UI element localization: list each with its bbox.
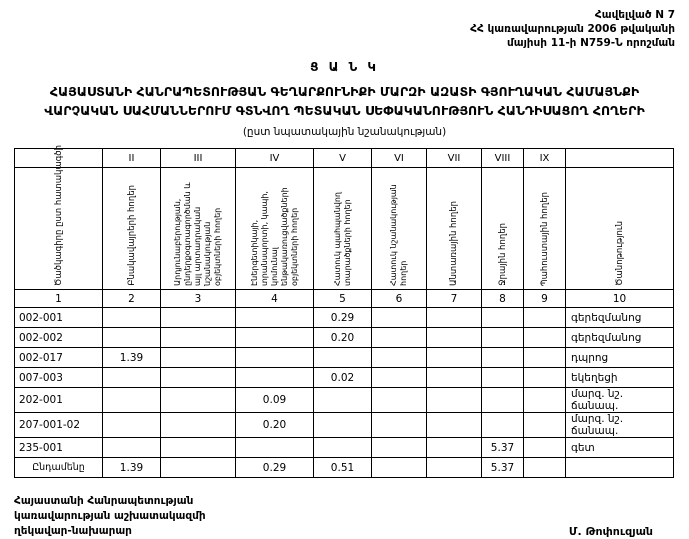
caption-cell-forest: [427, 168, 482, 290]
row-energy: [236, 328, 314, 348]
table-header-romans: [15, 149, 674, 168]
colnum-9: 9: [524, 290, 566, 308]
appendix-line3: մայիսի 11-ի N759-Ն որոշման: [506, 37, 675, 49]
row-protected: 0.02: [314, 368, 372, 388]
row-code: 002-017: [15, 348, 103, 368]
row-protected: [314, 388, 372, 413]
appendix-number: Հավելված N 7: [594, 9, 675, 21]
total-settlement: 1.39: [103, 458, 161, 478]
row-industry: [161, 308, 236, 328]
row-code: 002-002: [15, 328, 103, 348]
row-protected: [314, 348, 372, 368]
total-energy: 0.29: [236, 458, 314, 478]
row-settlement: [103, 368, 161, 388]
row-code: 007-003: [15, 368, 103, 388]
row-special: [372, 308, 427, 328]
appendix-header: [14, 8, 675, 50]
caption-cell-remarks: [566, 168, 674, 290]
row-special: [372, 388, 427, 413]
subtitle-line-2: ՎԱՐՉԱԿԱՆ ՍԱՀՄԱՆՆԵՐՈՒՄ ԳՏՆՎՈՂ ՊԵՏԱԿԱՆ ՍԵՓԱԿԱՆՈՒԹՅՈՒՆ ՀԱՆԴԻՍԱՑՈՂ ՀՈՂԵՐԻ: [44, 103, 645, 118]
roman-cell-2: II: [103, 149, 161, 168]
caption-code: Ծածկագիրը ըստ հատակագծի: [53, 145, 64, 286]
caption-forest: Անտառային հողեր: [449, 201, 459, 286]
row-settlement: [103, 388, 161, 413]
row-reserve: [524, 388, 566, 413]
row-special: [372, 413, 427, 438]
total-forest: [427, 458, 482, 478]
row-settlement: [103, 413, 161, 438]
row-water: [482, 388, 524, 413]
row-special: [372, 438, 427, 458]
colnum-4: 4: [236, 290, 314, 308]
roman-cell-6: VI: [372, 149, 427, 168]
row-remarks: եկեղեցի: [566, 368, 674, 388]
roman-cell-5: V: [314, 149, 372, 168]
row-water: [482, 368, 524, 388]
roman-cell-7: VII: [427, 149, 482, 168]
footer-line-3: ղեկավար-նախարար: [14, 525, 132, 537]
row-settlement: 1.39: [103, 348, 161, 368]
row-energy: [236, 438, 314, 458]
total-label: Ընդամենը: [15, 458, 103, 478]
table-total-row: [15, 458, 674, 478]
total-protected: 0.51: [314, 458, 372, 478]
row-code: 235-001: [15, 438, 103, 458]
caption-cell-protected: [314, 168, 372, 290]
caption-cell-reserve: [524, 168, 566, 290]
row-forest: [427, 308, 482, 328]
caption-cell-special: [372, 168, 427, 290]
row-remarks: գերեզմանոց: [566, 308, 674, 328]
row-forest: [427, 438, 482, 458]
row-water: [482, 413, 524, 438]
colnum-7: 7: [427, 290, 482, 308]
row-reserve: [524, 308, 566, 328]
row-reserve: [524, 328, 566, 348]
colnum-5: 5: [314, 290, 372, 308]
caption-cell-settlement: [103, 168, 161, 290]
row-forest: [427, 368, 482, 388]
colnum-1: 1: [15, 290, 103, 308]
caption-energy: Էներգետիկայի, տրանսպորտի, կապի, կոմունալ ենթակառուցվածքների օբյեկտների հողեր: [249, 187, 299, 286]
land-table: [14, 145, 674, 478]
row-protected: 0.20: [314, 328, 372, 348]
caption-cell-energy: [236, 168, 314, 290]
roman-cell-3: III: [161, 149, 236, 168]
row-remarks: գերեզմանոց: [566, 328, 674, 348]
row-special: [372, 328, 427, 348]
colnum-8: 8: [482, 290, 524, 308]
caption-water: Ջրային հողեր: [497, 223, 508, 286]
row-reserve: [524, 438, 566, 458]
row-forest: [427, 413, 482, 438]
document-note: (ըստ նպատակային նշանակության): [242, 126, 447, 138]
table-row: [15, 368, 674, 388]
row-special: [372, 348, 427, 368]
row-industry: [161, 388, 236, 413]
caption-cell-water: [482, 168, 524, 290]
table-row: [15, 438, 674, 458]
colnum-6: 6: [372, 290, 427, 308]
row-forest: [427, 348, 482, 368]
row-remarks: դպրոց: [566, 348, 674, 368]
table-row: [15, 348, 674, 368]
document-subtitle: [14, 82, 675, 120]
row-industry: [161, 348, 236, 368]
row-industry: [161, 368, 236, 388]
row-water: [482, 328, 524, 348]
row-code: 002-001: [15, 308, 103, 328]
row-remarks: գետ: [566, 438, 674, 458]
row-water: [482, 308, 524, 328]
row-settlement: [103, 328, 161, 348]
row-reserve: [524, 348, 566, 368]
row-industry: [161, 438, 236, 458]
caption-settlement: Բնակավայրերի հողեր: [126, 185, 137, 286]
caption-cell-code: [15, 145, 103, 290]
caption-protected: Հատուկ պահպանվող տարածքների հողեր: [332, 192, 352, 286]
roman-cell-8: VIII: [482, 149, 524, 168]
caption-reserve: Պահուստային հողեր: [539, 191, 550, 286]
row-forest: [427, 328, 482, 348]
subtitle-line-1: ՀԱՅԱՍՏԱՆԻ ՀԱՆՐԱՊԵՏՈՒԹՅԱՆ ԳԵՂԱՐՔՈՒՆԻՔԻ ՄԱՐԶԻ ԱԶԱՏԻ ԳՅՈՒՂԱԿԱՆ ՀԱՄԱՅՆՔԻ: [49, 84, 640, 99]
caption-remarks: Ծանոթություն: [614, 221, 625, 286]
table-row: [15, 388, 674, 413]
footer-line-2: կառավարության աշխատակազմի: [14, 510, 206, 522]
row-energy: [236, 348, 314, 368]
footer-line-1: Հայաստանի Հանրապետության: [14, 495, 194, 507]
total-reserve: [524, 458, 566, 478]
roman-cell-4: IV: [236, 149, 314, 168]
row-water: 5.37: [482, 438, 524, 458]
total-special: [372, 458, 427, 478]
row-water: [482, 348, 524, 368]
row-remarks: մարզ. նշ. ճանապ.: [566, 388, 674, 413]
row-protected: [314, 438, 372, 458]
total-water: 5.37: [482, 458, 524, 478]
caption-special: Հատուկ նշանակության հողեր: [389, 184, 408, 286]
table-header-captions: [15, 168, 674, 290]
row-settlement: [103, 308, 161, 328]
page-title: Ց Ա Ն Կ: [310, 60, 379, 74]
row-settlement: [103, 438, 161, 458]
row-energy: 0.20: [236, 413, 314, 438]
total-industry: [161, 458, 236, 478]
row-code: 207-001-02: [15, 413, 103, 438]
appendix-line2: ՀՀ կառավարության 2006 թվականի: [470, 23, 675, 35]
colnum-3: 3: [161, 290, 236, 308]
roman-cell-10: [566, 149, 674, 168]
table-row: [15, 413, 674, 438]
row-special: [372, 368, 427, 388]
row-protected: [314, 413, 372, 438]
table-row: [15, 328, 674, 348]
row-remarks: մարզ. նշ. ճանապ.: [566, 413, 674, 438]
row-code: 202-001: [15, 388, 103, 413]
row-energy: [236, 308, 314, 328]
colnum-2: 2: [103, 290, 161, 308]
footer-block: [14, 494, 675, 539]
colnum-10: 10: [566, 290, 674, 308]
row-reserve: [524, 368, 566, 388]
row-forest: [427, 388, 482, 413]
row-industry: [161, 413, 236, 438]
caption-industry: Արդյունաբերության, ընդերքօգտագործման և այլ արտադրական նշանակության օբյեկտների հողեր: [173, 182, 222, 286]
signature-name: Մ. Թոփուզյան: [568, 525, 653, 538]
table-row: [15, 308, 674, 328]
row-energy: 0.09: [236, 388, 314, 413]
row-energy: [236, 368, 314, 388]
caption-cell-industry: [161, 168, 236, 290]
row-reserve: [524, 413, 566, 438]
row-industry: [161, 328, 236, 348]
table-header-numbers: [15, 290, 674, 308]
total-remarks: [566, 458, 674, 478]
roman-cell-9: IX: [524, 149, 566, 168]
row-protected: 0.29: [314, 308, 372, 328]
